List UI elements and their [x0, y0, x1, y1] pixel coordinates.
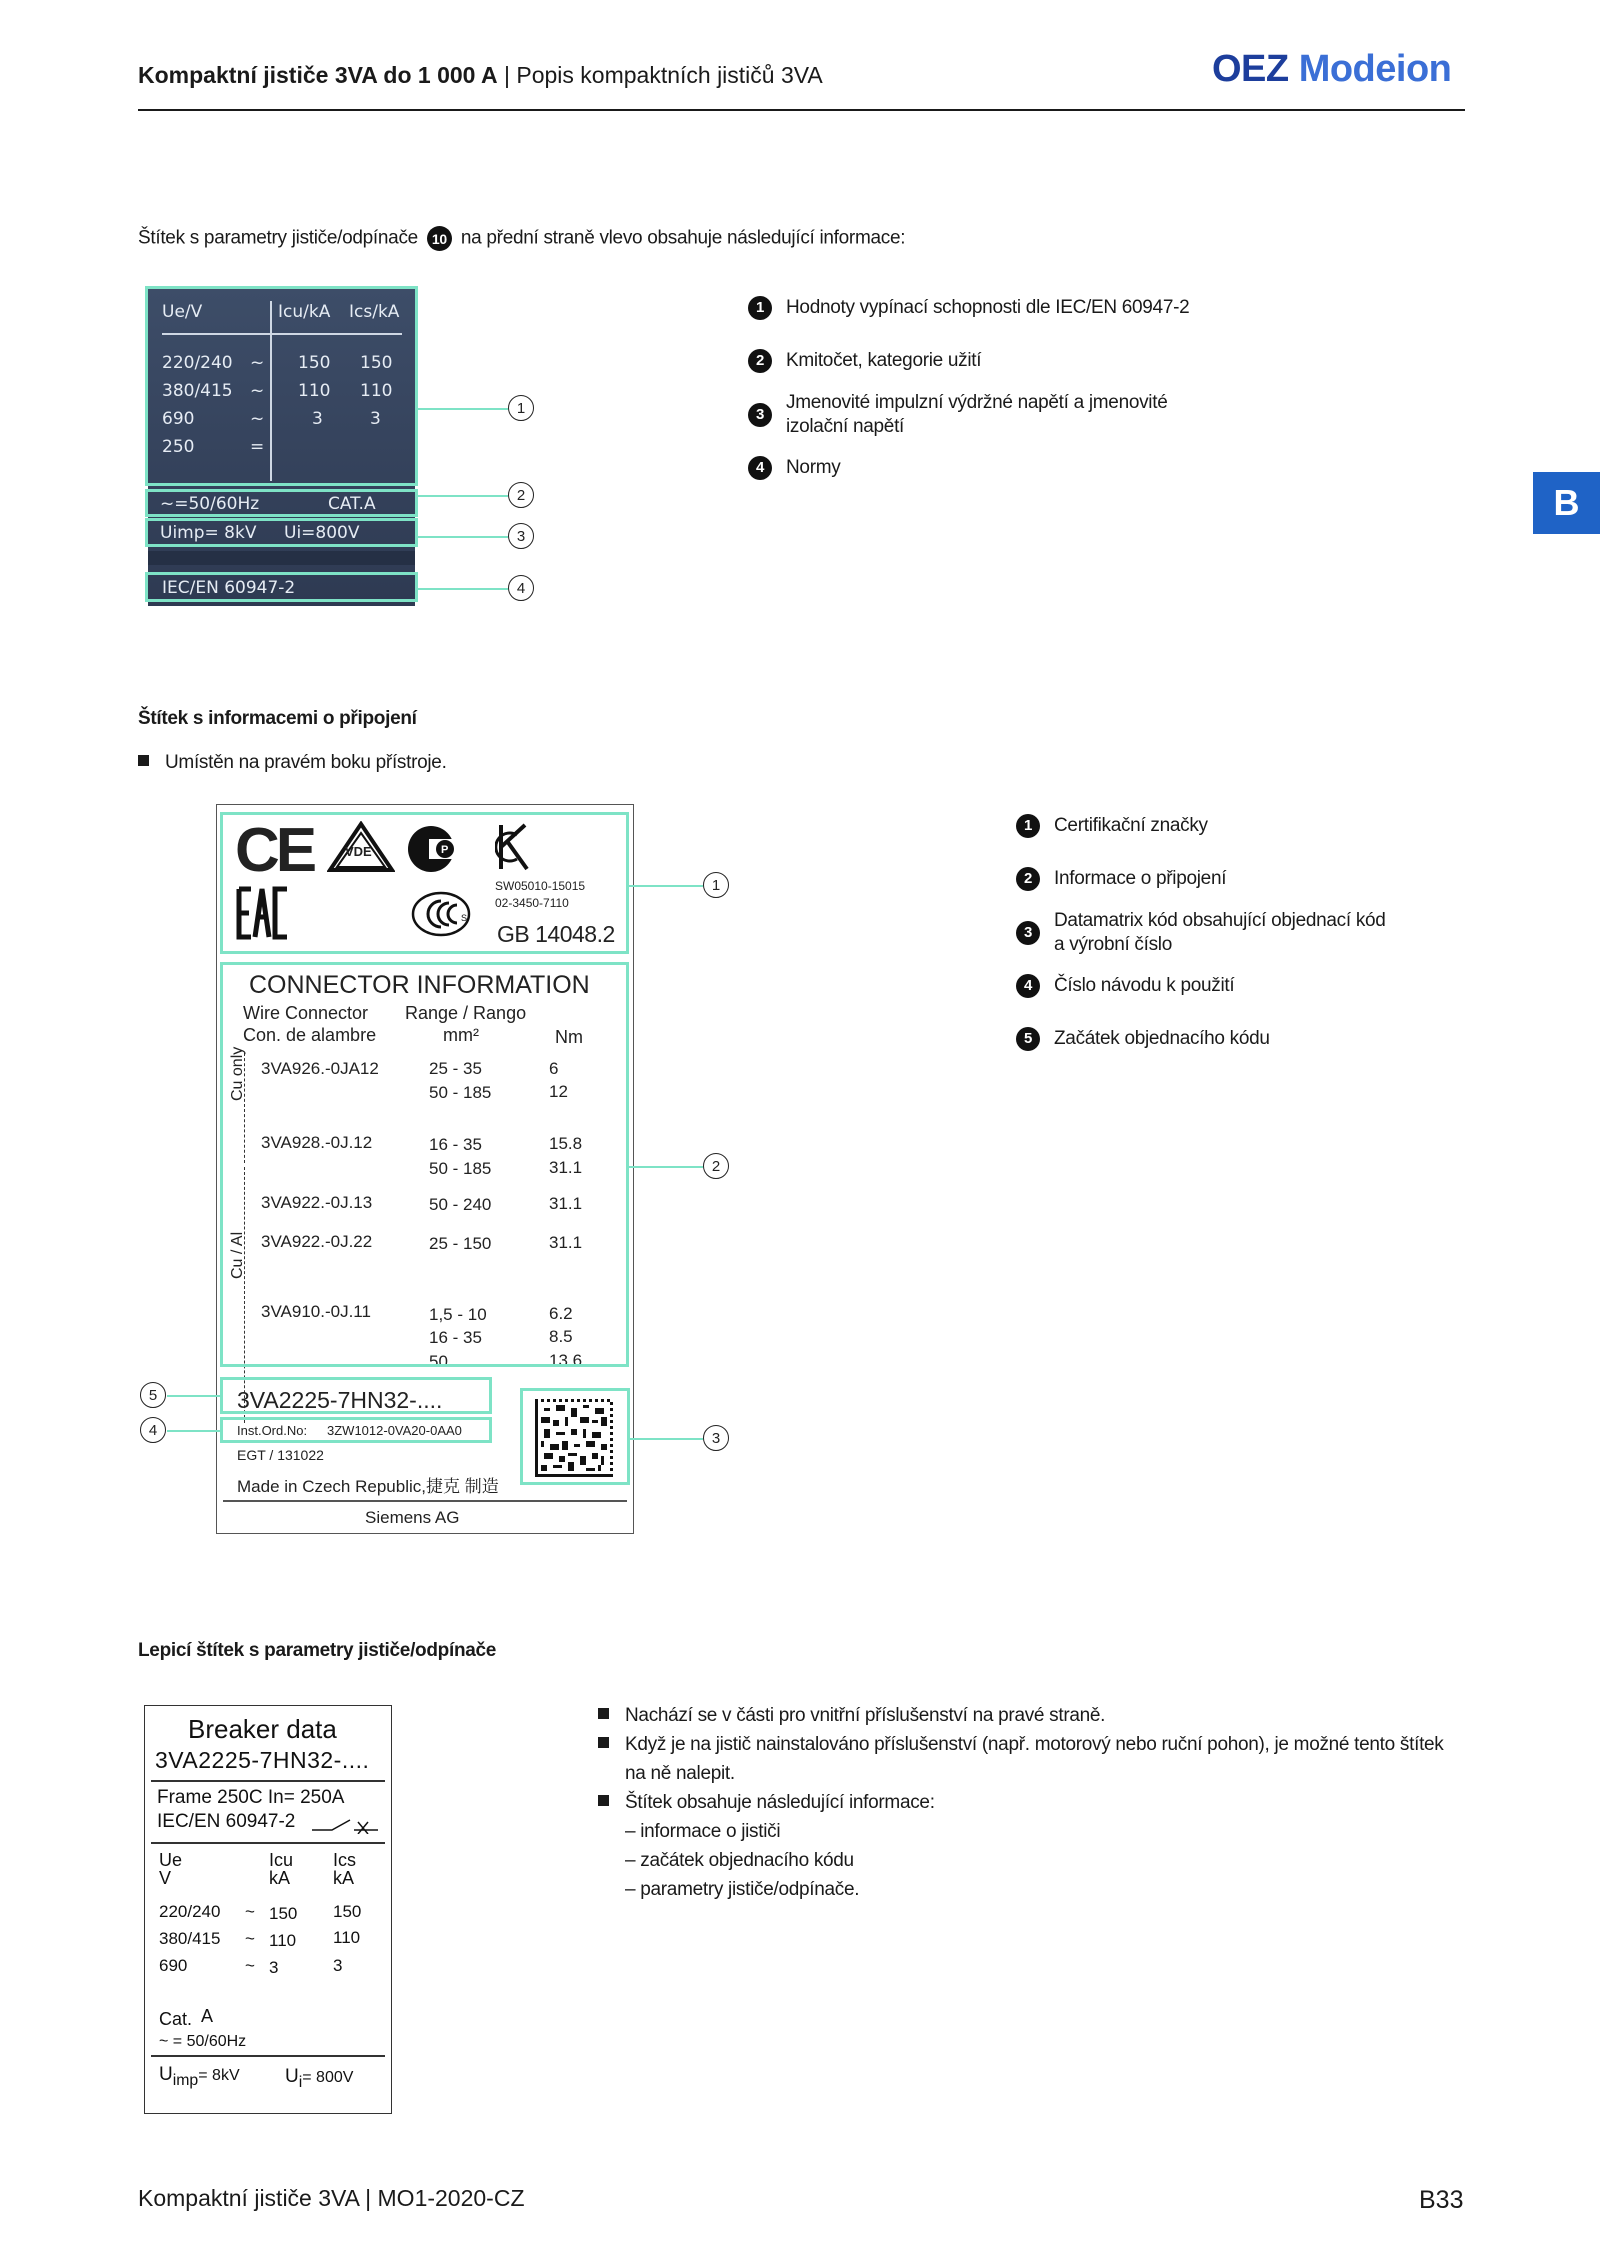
highlight-voltage	[145, 518, 418, 547]
header-title-bold: Kompaktní jističe 3VA do 1 000 A	[138, 62, 498, 88]
section3-heading: Lepicí štítek s parametry jističe/odpínače	[138, 1640, 497, 1661]
legend2-item-2: 2 Informace o připojení	[1016, 867, 1226, 891]
callout2-line-5	[167, 1395, 220, 1397]
section3-bullets: Nachází se v části pro vnitřní příslušenství na pravé straně. Když je na jistič nainstalováno příslušenství (např. motorový nebo ruční pohon), je možné tento štítek na ně nalepit. Štítek obsahuje následující informace: – informace o jističi – začátek objednacího kódu – parametry jističe/odpínače.	[598, 1701, 1444, 1904]
section3-bullet-1: Nachází se v části pro vnitřní příslušenství na pravé straně.	[598, 1701, 1444, 1730]
highlight-frequency	[145, 489, 418, 517]
callout2-1: 1	[703, 872, 729, 898]
section2-bullet: Umístěn na pravém boku přístroje.	[138, 752, 447, 774]
highlight-certifications	[220, 812, 629, 954]
footer-left: Kompaktní jističe 3VA | MO1-2020-CZ	[138, 2185, 525, 2211]
callout2-line-4	[167, 1430, 220, 1432]
svg-text:P: P	[441, 844, 449, 856]
callout2-line-1	[629, 885, 703, 887]
order-code: 3VA2225-7HN32-....	[237, 1387, 443, 1413]
header-title-rest: Popis kompaktních jističů 3VA	[516, 62, 823, 88]
legend2-item-3: 3 Datamatrix kód obsahující objednací kód a výrobní číslo	[1016, 909, 1386, 957]
callout-1: 1	[508, 395, 534, 421]
connection-plate: CE VDE P SW05010-15015 02-3450-7110 S GB 14048.2 CONNECTOR INFORMATION Wire Connector Con. de alambre Range / Rango mm² Nm Cu only Cu / Al 3VA926.-0JA12 25 - 35 50 - 185 6 12 3VA928.-0J.12 16 - 35 50 - 185 15.8 31.1 3VA922.-0J.13 50 - 240 31.1 3VA922.-0J.22 25 - 150 31.1 3VA910.-0J.11 1,5 - 10 16 - 35 50 6.2 8.5 13.6 3VA2225-7HN32-.... Inst.Ord.No: 3ZW1012-0VA20-0AA0 EGT / 131022 Made in Czech Republic,捷克 制造 Siemens AG	[216, 804, 634, 1534]
legend1-item-1: 1 Hodnoty vypínací schopnosti dle IEC/EN 60947-2	[748, 296, 1189, 320]
callout-line-4	[418, 588, 508, 590]
section1-intro: Štítek s parametry jističe/odpínače 10 na přední straně vlevo obsahuje následující informace:	[138, 226, 905, 251]
ce-mark-icon: CE	[235, 816, 314, 885]
svg-text:S: S	[461, 913, 468, 923]
header-separator: |	[503, 62, 510, 88]
oez-modeion-logo: OEZ Modeion	[1212, 48, 1452, 90]
connector-title: CONNECTOR INFORMATION	[249, 971, 590, 999]
gb-standard: GB 14048.2	[497, 921, 615, 947]
callout2-3: 3	[703, 1425, 729, 1451]
bullet-square	[138, 755, 149, 766]
callout-line-2	[418, 495, 508, 497]
highlight-connector-info	[220, 962, 629, 1367]
callout2-line-2	[629, 1166, 703, 1168]
callout-2: 2	[508, 482, 534, 508]
legend1-item-4: 4 Normy	[748, 456, 840, 480]
section2-heading: Štítek s informacemi o připojení	[138, 708, 417, 729]
rating-plate-front: Ue/V Icu/kA Ics/kA 220/240 ~ 150 150 380/415 ~ 110 110 690 ~ 3 3 250 = ~=50/60Hz CAT.A Uimp= 8kV Ui=800V IEC/EN 60947-2	[148, 289, 415, 606]
highlight-instruction-number	[220, 1417, 492, 1443]
callout2-4: 4	[140, 1417, 166, 1443]
plate3-rule-2	[151, 1842, 385, 1844]
callout-4: 4	[508, 575, 534, 601]
disconnector-symbol-icon	[310, 1816, 380, 1834]
page-number: B33	[1419, 2186, 1464, 2214]
callout2-5: 5	[140, 1382, 166, 1408]
highlight-datamatrix	[520, 1388, 630, 1485]
highlight-norms	[145, 572, 418, 602]
cu-al-label: Cu / Al	[229, 1231, 246, 1279]
adhesive-breaker-label: Breaker data 3VA2225-7HN32-.... Frame 250C In= 250A IEC/EN 60947-2 Ue V Icu kA Ics kA 220/240 ~ 150 150 380/415 ~ 110 110 690 ~ 3 3 Cat. A ~ = 50/60Hz $U_{imp}= 8kV$ $U_i= 800V$	[144, 1705, 392, 2114]
legend1-item-2: 2 Kmitočet, kategorie užití	[748, 349, 981, 373]
legend2-item-5: 5 Začátek objednacího kódu	[1016, 1027, 1270, 1051]
intro-number-badge: 10	[427, 226, 452, 251]
callout-3: 3	[508, 523, 534, 549]
section3-bullet-3: Štítek obsahuje následující informace:	[598, 1788, 1444, 1817]
callout-line-1	[418, 408, 508, 410]
section-tab[interactable]: B	[1533, 472, 1600, 534]
plate-footer-rule	[223, 1500, 627, 1502]
callout-line-3	[418, 536, 508, 538]
cu-only-label: Cu only	[229, 1046, 246, 1101]
callout2-line-3	[630, 1438, 703, 1440]
running-header	[138, 62, 823, 89]
section3-bullet-2: Když je na jistič nainstalováno příslušenství (např. motorový nebo ruční pohon), je možné tento štítek	[598, 1730, 1444, 1759]
plate-dark-band	[148, 551, 415, 565]
legend1-item-3: 3 Jmenovité impulzní výdržné napětí a jmenovité izolační napětí	[748, 391, 1167, 439]
plate3-rule-1	[151, 1780, 385, 1782]
legend2-item-4: 4 Číslo návodu k použití	[1016, 974, 1234, 998]
highlight-order-code	[220, 1377, 492, 1414]
callout2-2: 2	[703, 1153, 729, 1179]
legend2-item-1: 1 Certifikační značky	[1016, 814, 1208, 838]
plate3-rule-3	[151, 2055, 385, 2057]
header-rule	[138, 109, 1465, 111]
highlight-breaking-capacity	[145, 286, 418, 486]
